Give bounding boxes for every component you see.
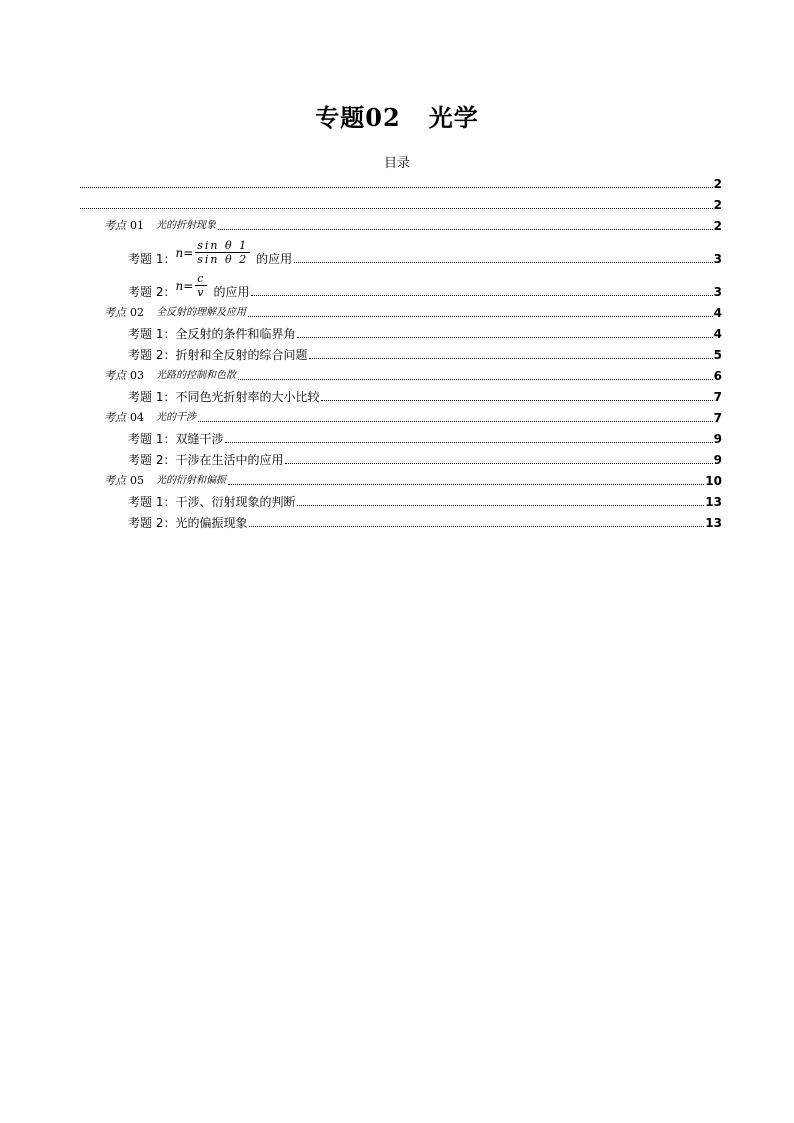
exam-point-title: 全反射的理解及应用 [156,307,246,318]
toc-entry[interactable] [78,362,722,383]
toc-entry[interactable] [78,191,722,212]
fraction-numerator: sin θ 1 [197,239,249,252]
dot-leader [228,483,704,485]
toc-entry-label [104,474,226,488]
toc-entry-label [104,369,236,383]
exam-point-number: 05 [130,474,144,487]
formula-variable: n [175,245,184,260]
toc-entry-label [128,272,249,299]
question-suffix: 的应用 [256,252,293,266]
exam-point-code [104,306,144,320]
question-title: 全反射的条件和临界角 [175,327,296,341]
fraction-denominator: sin θ 2 [197,253,249,266]
toc-entry-label [128,390,319,404]
question-prefix: 考题 1： [128,390,176,404]
dot-leader [238,378,713,380]
question-prefix: 考题 1： [128,327,176,341]
dot-leader [80,207,713,209]
exam-point-code [104,219,144,233]
toc-entry[interactable] [78,170,722,191]
dot-leader [294,261,713,263]
exam-point-code [104,474,144,488]
question-prefix: 考题 1： [128,252,176,266]
page-number: 2 [713,219,722,233]
dot-leader [248,315,713,317]
dot-leader [251,294,712,296]
page-number: 4 [713,327,722,341]
toc-entry[interactable] [78,266,722,299]
page-number: 13 [705,495,722,509]
dot-leader [321,399,712,401]
page-number: 4 [713,306,722,320]
toc-entry-label [104,411,196,425]
toc-entry[interactable] [78,467,722,488]
page-number: 7 [713,390,722,404]
toc-heading: 目录 [383,156,410,171]
exam-point-number: 04 [130,411,144,424]
dot-leader [225,441,712,443]
dot-leader [285,462,712,464]
toc-entry[interactable] [78,233,722,266]
exam-point-number: 01 [130,219,144,232]
page-number: 7 [713,411,722,425]
question-title: 不同色光折射率的大小比较 [175,390,320,404]
exam-point-code [104,369,144,383]
toc-entry[interactable] [78,488,722,509]
formula-fraction [195,239,250,266]
question-title: 干涉在生活中的应用 [175,453,284,467]
formula-variable: n [175,278,184,293]
toc-entry[interactable] [78,299,722,320]
dot-leader [218,228,713,230]
exam-point-number: 03 [130,369,144,382]
question-suffix: 的应用 [213,285,250,299]
page-number: 3 [713,252,722,266]
table-of-contents [78,170,722,530]
toc-entry[interactable] [78,320,722,341]
page-title [0,98,794,133]
exam-point-word: 考点 [104,306,126,319]
question-title: 折射和全反射的综合问题 [175,348,308,362]
toc-entry-label [128,453,283,467]
page-number: 9 [713,432,722,446]
exam-point-word: 考点 [104,369,126,382]
exam-point-title: 光的干涉 [156,412,196,423]
dot-leader [297,336,712,338]
exam-point-word: 考点 [104,474,126,487]
exam-point-code [104,411,144,425]
question-prefix: 考题 2： [128,285,176,299]
toc-entry[interactable] [78,341,722,362]
question-prefix: 考题 1： [128,432,176,446]
question-title: 干涉、衍射现象的判断 [175,495,296,509]
toc-entry[interactable] [78,404,722,425]
page-number: 5 [713,348,722,362]
exam-point-number: 02 [130,306,144,319]
toc-entry[interactable] [78,446,722,467]
question-prefix: 考题 2： [128,453,176,467]
exam-point-title: 光的衍射和偏振 [156,475,226,486]
toc-entry[interactable] [78,425,722,446]
page-number: 13 [705,516,722,530]
title-number: 02 [365,103,401,132]
page-number: 2 [713,198,722,212]
exam-point-title: 光的折射现象 [156,220,216,231]
title-main: 专题 [315,103,366,132]
question-title: 光的偏振现象 [175,516,248,530]
dot-leader [297,504,704,506]
toc-entry[interactable] [78,212,722,233]
dot-leader [198,420,713,422]
toc-entry[interactable] [78,509,722,530]
page-number: 3 [713,285,722,299]
page-number: 9 [713,453,722,467]
toc-entry[interactable] [78,383,722,404]
fraction-denominator: v [197,286,206,299]
question-title: 双缝干涉 [175,432,224,446]
toc-entry-label [128,432,223,446]
toc-entry-label [128,348,307,362]
question-prefix: 考题 2： [128,516,176,530]
exam-point-word: 考点 [104,411,126,424]
exam-point-word: 考点 [104,219,126,232]
dot-leader [309,357,712,359]
page-number: 10 [705,474,722,488]
page-number: 2 [713,177,722,191]
exam-point-title: 光路的控制和色散 [156,370,236,381]
dot-leader [80,186,713,188]
toc-entry-label [104,219,216,233]
toc-entry-label [128,239,292,266]
formula-equals: = [183,278,194,293]
title-subject: 光学 [428,103,479,132]
fraction-numerator: c [197,272,206,285]
formula [175,272,209,299]
page-number: 6 [713,369,722,383]
toc-entry-label [128,495,295,509]
dot-leader [249,525,704,527]
question-prefix: 考题 1： [128,495,176,509]
formula [175,239,252,266]
toc-entry-label [128,516,247,530]
toc-entry-label [104,306,246,320]
formula-fraction [195,272,207,299]
formula-equals: = [183,245,194,260]
toc-entry-label [128,327,295,341]
question-prefix: 考题 2： [128,348,176,362]
